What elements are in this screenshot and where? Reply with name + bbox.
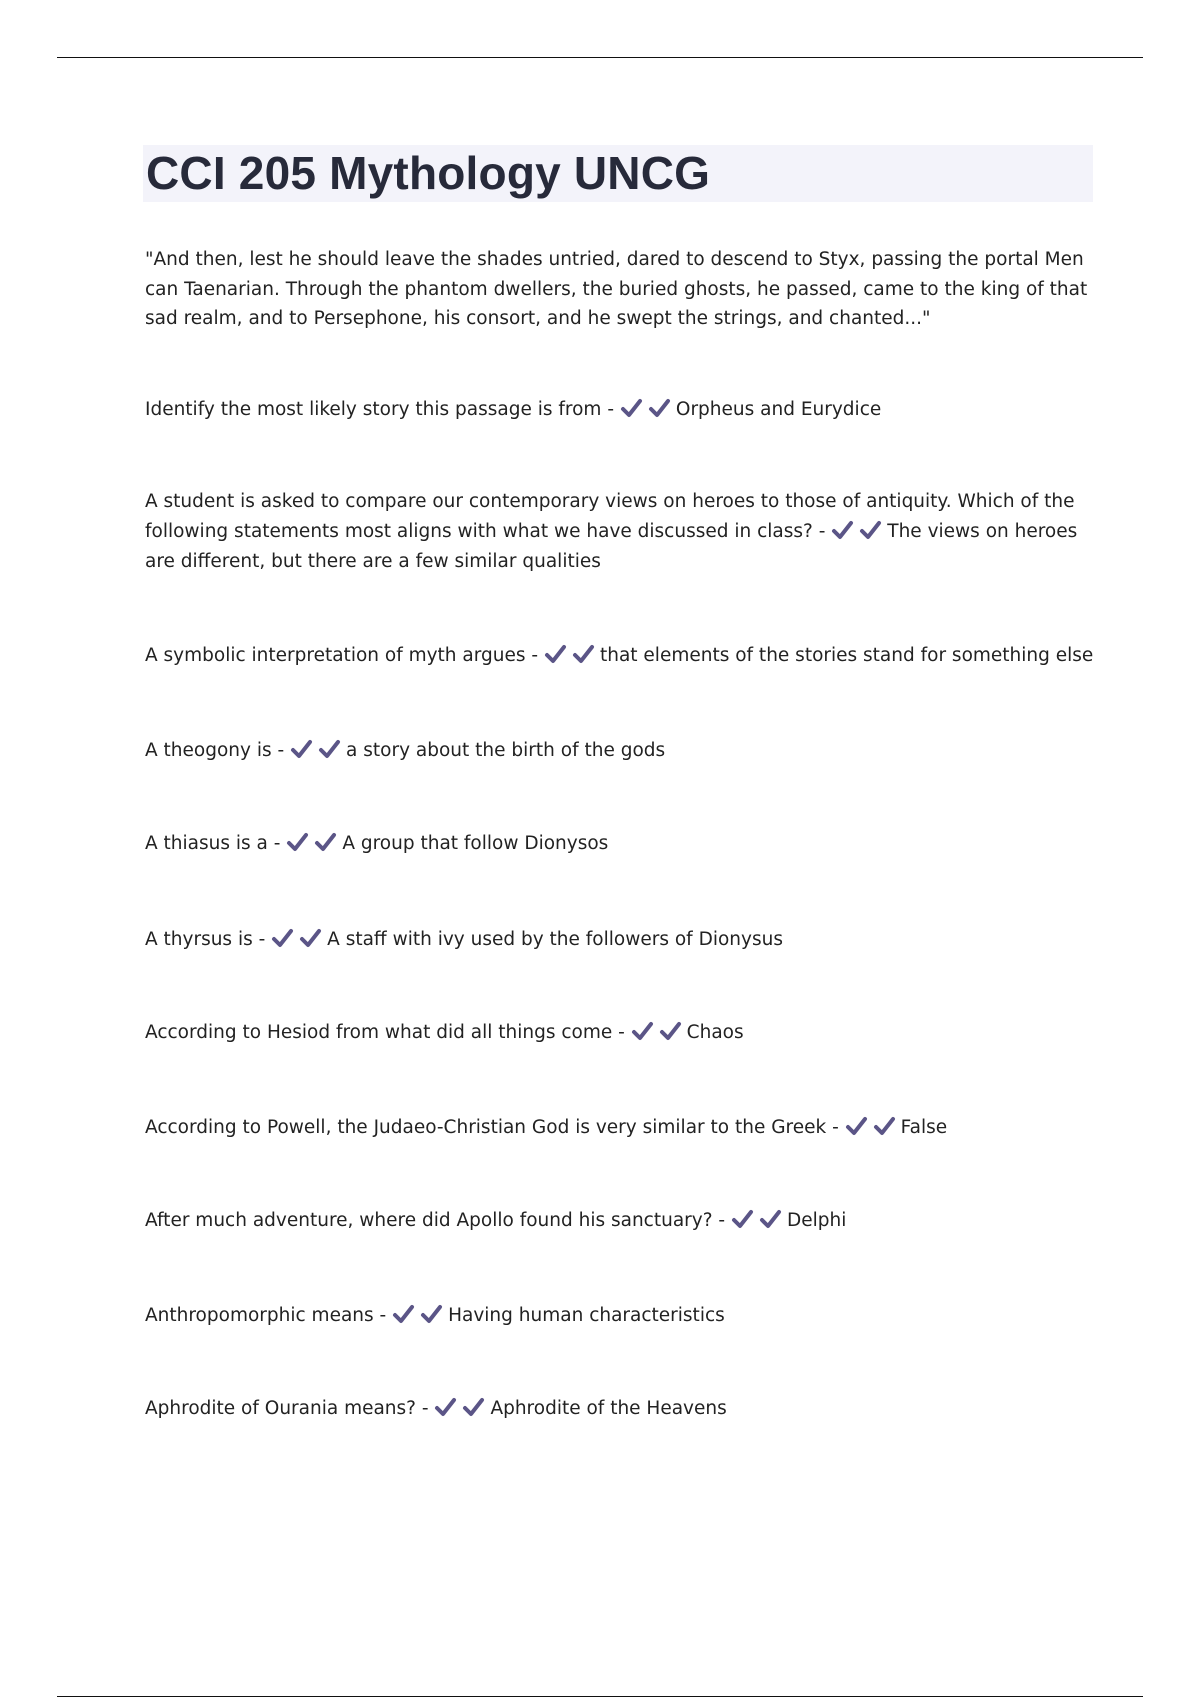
separator: - bbox=[267, 833, 287, 854]
qa-item bbox=[145, 1206, 1095, 1236]
checkmark-icon bbox=[434, 1396, 462, 1418]
checkmark-icon bbox=[290, 738, 318, 760]
checkmark-icon bbox=[299, 927, 327, 949]
quoted-passage: "And then, lest he should leave the shades untried, dared to descend to Styx, passing the portal Men can Taenarian. Through the phantom dwellers, the buried ghosts, he passed, came to the king of that sad realm, and to Persephone, his consort, and he swept the strings, and chanted..." bbox=[145, 249, 1088, 329]
question-text: Identify the most likely story this passage is from bbox=[145, 399, 602, 420]
separator: - bbox=[271, 740, 291, 761]
checkmark-icon bbox=[859, 519, 887, 541]
answer-text: Orpheus and Eurydice bbox=[675, 399, 882, 420]
qa-item bbox=[145, 829, 1095, 859]
qa-item bbox=[145, 641, 1095, 671]
checkmark-icon bbox=[572, 643, 600, 665]
checkmark-icon bbox=[659, 1020, 687, 1042]
separator: - bbox=[525, 645, 544, 666]
question-text: According to Powell, the Judaeo-Christian God is very similar to the Greek bbox=[145, 1117, 827, 1138]
checkmark-icon bbox=[271, 927, 299, 949]
question-text: A thiasus is a bbox=[145, 833, 268, 854]
qa-item bbox=[145, 395, 1095, 425]
qa-item bbox=[145, 1301, 1095, 1331]
qa-item bbox=[145, 1018, 1095, 1048]
checkmark-icon bbox=[648, 397, 676, 419]
answer-text: Chaos bbox=[686, 1022, 744, 1043]
separator: - bbox=[812, 521, 832, 542]
question-text: A symbolic interpretation of myth argues bbox=[145, 645, 526, 666]
checkmark-icon bbox=[620, 397, 648, 419]
top-rule bbox=[57, 57, 1143, 58]
checkmark-icon bbox=[759, 1208, 787, 1230]
qa-item bbox=[145, 925, 1095, 955]
separator: - bbox=[826, 1117, 845, 1138]
checkmark-icon bbox=[544, 643, 572, 665]
checkmark-icon bbox=[392, 1303, 420, 1325]
separator: - bbox=[612, 1022, 631, 1043]
checkmark-icon bbox=[314, 831, 342, 853]
bottom-rule bbox=[57, 1696, 1143, 1697]
qa-item bbox=[145, 1394, 1095, 1424]
question-text: A student is asked to compare our contemporary views on heroes to those of antiquity. Which of the following statements most aligns with what we have discussed in class? bbox=[145, 491, 1075, 542]
checkmark-icon bbox=[845, 1115, 873, 1137]
answer-text: that elements of the stories stand for something else bbox=[599, 645, 1094, 666]
question-text: Anthropomorphic means bbox=[145, 1305, 374, 1326]
qa-item bbox=[145, 736, 1095, 766]
qa-item bbox=[145, 487, 1095, 577]
checkmark-icon bbox=[318, 738, 346, 760]
answer-text: The views on heroes are different, but there are a few similar qualities bbox=[145, 521, 1078, 572]
separator: - bbox=[601, 399, 620, 420]
answer-text: False bbox=[900, 1117, 948, 1138]
answer-text: Delphi bbox=[786, 1210, 847, 1231]
answer-text: Having human characteristics bbox=[448, 1305, 725, 1326]
answer-text: Aphrodite of the Heavens bbox=[490, 1398, 727, 1419]
answer-text: A group that follow Dionysos bbox=[342, 833, 609, 854]
question-text: According to Hesiod from what did all things come bbox=[145, 1022, 613, 1043]
answer-text: a story about the birth of the gods bbox=[346, 740, 666, 761]
checkmark-icon bbox=[731, 1208, 759, 1230]
checkmark-icon bbox=[462, 1396, 490, 1418]
checkmark-icon bbox=[873, 1115, 901, 1137]
checkmark-icon bbox=[831, 519, 859, 541]
separator: - bbox=[712, 1210, 731, 1231]
question-text: A theogony is bbox=[145, 740, 272, 761]
page-title: CCI 205 Mythology UNCG bbox=[146, 147, 711, 199]
question-text: Aphrodite of Ourania means? bbox=[145, 1398, 416, 1419]
question-text: A thyrsus is bbox=[145, 929, 253, 950]
checkmark-icon bbox=[631, 1020, 659, 1042]
separator: - bbox=[373, 1305, 393, 1326]
answer-text: A staff with ivy used by the followers of Dionysus bbox=[327, 929, 783, 950]
qa-item bbox=[145, 1113, 1095, 1143]
separator: - bbox=[252, 929, 272, 950]
separator: - bbox=[416, 1398, 435, 1419]
checkmark-icon bbox=[286, 831, 314, 853]
question-text: After much adventure, where did Apollo found his sanctuary? bbox=[145, 1210, 713, 1231]
checkmark-icon bbox=[420, 1303, 448, 1325]
